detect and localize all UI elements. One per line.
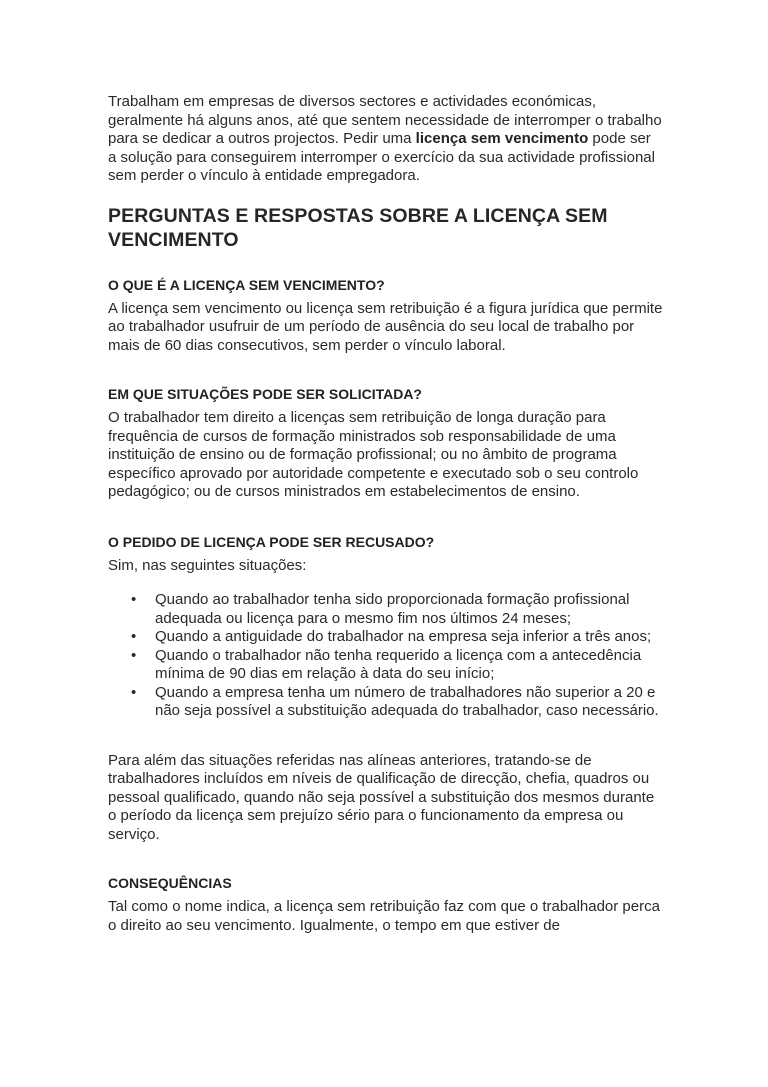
intro-text-before: Trabalham em empresas de diversos sectores e actividades económicas, geralmente há alguns anos, até que sentem necessidade de interromper o trabalho para se dedicar a outros projectos. Pedir uma [108, 93, 662, 147]
section-body: Tal como o nome indica, a licença sem retribuição faz com que o trabalhador perca o direito ao seu vencimento. Igualmente, o tempo em que estiver de [108, 898, 660, 934]
list-item [108, 684, 663, 721]
refusal-list [108, 591, 663, 721]
section-heading: EM QUE SITUAÇÕES PODE SER SOLICITADA? [108, 386, 422, 402]
list-item-text: Quando a empresa tenha um número de trabalhadores não superior a 20 e não seja possível a substituição adequada do trabalhador, caso necessário. [155, 683, 659, 719]
intro-bold-term: licença sem vencimento [415, 130, 589, 147]
section-consequences [108, 874, 663, 935]
list-item-text: Quando o trabalhador não tenha requerido a licença com a antecedência mínima de 90 dias em relação à data do seu início; [155, 646, 642, 682]
bullet-icon: • [131, 683, 137, 701]
section-body: A licença sem vencimento ou licença sem retribuição é a figura jurídica que permite ao trabalhador usufruir de um período de ausência do seu local de trabalho por mais de 60 dias consecutivos, sem perder o vínculo laboral. [108, 299, 663, 354]
document-page [108, 93, 663, 935]
additional-paragraph: Para além das situações referidas nas alíneas anteriores, tratando-se de trabalhadores incluídos em níveis de qualificação de direcção, chefia, quadros ou pessoal qualificado, quando não seja possível a substituição dos mesmos durante o período da licença sem prejuízo sério para o funcionamento da empresa ou serviço. [108, 751, 655, 843]
section-heading: O QUE É A LICENÇA SEM VENCIMENTO? [108, 276, 385, 293]
intro-paragraph [108, 93, 663, 186]
section-refused [108, 533, 663, 576]
list-item [108, 628, 663, 647]
section-when [108, 385, 663, 502]
section-body: Sim, nas seguintes situações: [108, 556, 307, 574]
bullet-icon: • [131, 646, 137, 664]
intro-text-after: pode ser a solução para conseguirem interromper o exercício da sua actividade profissional sem perder o vínculo à entidade empregadora. [108, 130, 655, 184]
list-item-text: Quando a antiguidade do trabalhador na empresa seja inferior a três anos; [155, 628, 652, 645]
section-heading: CONSEQUÊNCIAS [108, 875, 232, 891]
main-title: PERGUNTAS E RESPOSTAS SOBRE A LICENÇA SEM VENCIMENTO [108, 204, 608, 251]
bullet-icon: • [131, 628, 137, 645]
section-body: O trabalhador tem direito a licenças sem retribuição de longa duração para frequência de cursos de formação ministrados sob responsabilidade de uma instituição de ensino ou de formação profissional; ou no âmbito de programa específico aprovado por autoridade competente e executado sob o seu controlo pedagógico; ou de cursos ministrados em estabelecimentos de ensino. [108, 409, 639, 500]
section-what-is [108, 276, 663, 356]
list-item-text: Quando ao trabalhador tenha sido proporcionada formação profissional adequada ou licença para o mesmo fim nos últimos 24 meses; [155, 591, 630, 627]
list-item [108, 647, 663, 684]
section-heading: O PEDIDO DE LICENÇA PODE SER RECUSADO? [108, 533, 435, 550]
bullet-icon: • [131, 591, 137, 608]
list-item [108, 591, 663, 628]
